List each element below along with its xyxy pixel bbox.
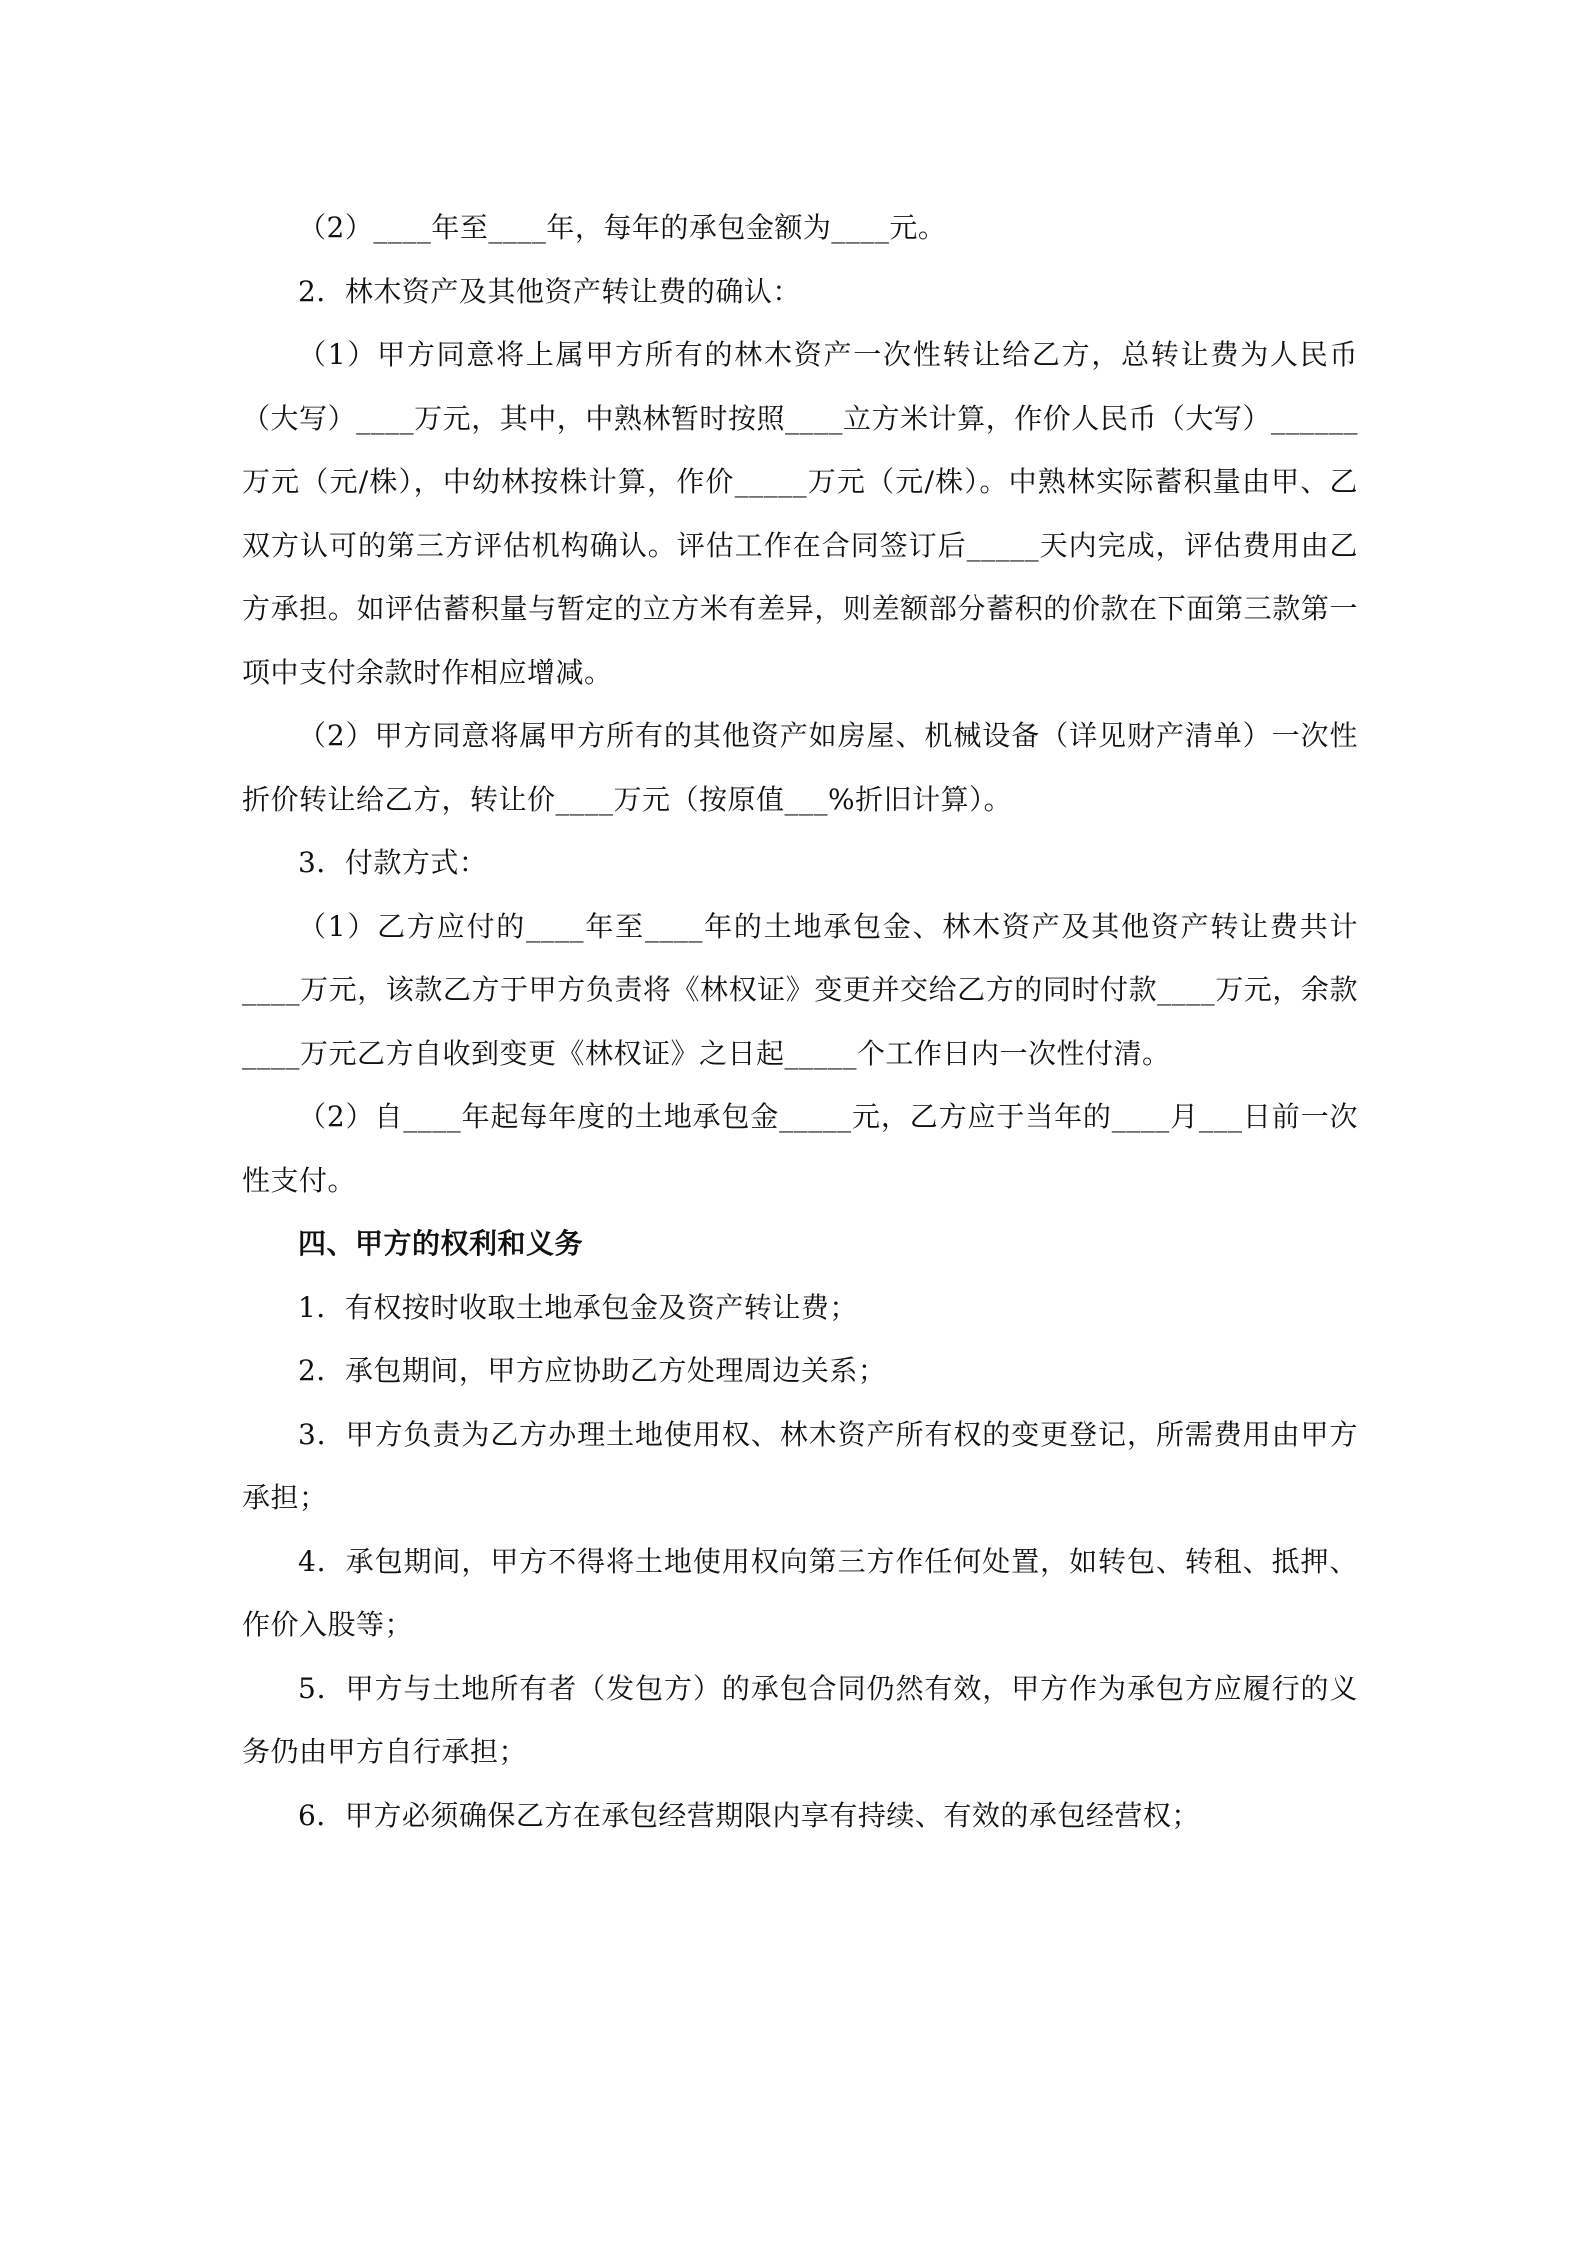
document-body xyxy=(242,196,1358,1847)
section-heading-party-a-rights: 四、甲方的权利和义务 xyxy=(298,1227,584,1260)
paragraph-right-1: 1．有权按时收取土地承包金及资产转让费； xyxy=(298,1290,858,1324)
paragraph-clause-2-2-other-assets: （2）甲方同意将属甲方所有的其他资产如房屋、机械设备（详见财产清单）一次性折价转让给乙方，转让价____万元（按原值___%折旧计算）。 xyxy=(242,719,1358,816)
paragraph-clause-2-1-forest-assets: （1）甲方同意将上属甲方所有的林木资产一次性转让给乙方，总转让费为人民币（大写）____万元，其中，中熟林暂时按照____立方米计算，作价人民币（大写）______万元（元/株），中幼林按株计算，作价_____万元（元/株）。中熟林实际蓄积量由甲、乙双方认可的第三方评估机构确认。评估工作在合同签订后_____天内完成，评估费用由乙方承担。如评估蓄积量与暂定的立方米有差异，则差额部分蓄积的价款在下面第三款第一项中支付余款时作相应增减。 xyxy=(242,338,1358,689)
paragraph-section-3-title: 3．付款方式： xyxy=(298,846,488,879)
paragraph-right-3: 3．甲方负责为乙方办理土地使用权、林木资产所有权的变更登记，所需费用由甲方承担； xyxy=(242,1417,1358,1514)
paragraph-section-2-title: 2．林木资产及其他资产转让费的确认： xyxy=(298,274,801,308)
paragraph-right-2: 2．承包期间，甲方应协助乙方处理周边关系； xyxy=(298,1354,887,1387)
paragraph-right-6: 6．甲方必须确保乙方在承包经营期限内享有持续、有效的承包经营权； xyxy=(298,1798,1200,1832)
paragraph-clause-3-1-payment: （1）乙方应付的____年至____年的土地承包金、林木资产及其他资产转让费共计____万元，该款乙方于甲方负责将《林权证》变更并交给乙方的同时付款____万元，余款____万元乙方自收到变更《林权证》之日起_____个工作日内一次性付清。 xyxy=(242,909,1358,1070)
paragraph-clause-3-2-annual-fee: （2）自____年起每年度的土地承包金_____元，乙方应于当年的____月___日前一次性支付。 xyxy=(242,1100,1358,1197)
paragraph-right-5: 5．甲方与土地所有者（发包方）的承包合同仍然有效，甲方作为承包方应履行的义务仍由甲方自行承担； xyxy=(242,1671,1358,1768)
paragraph-clause-2-2: （2）____年至____年，每年的承包金额为____元。 xyxy=(298,211,947,244)
paragraph-right-4: 4．承包期间，甲方不得将土地使用权向第三方作任何处置，如转包、转租、抵押、作价入股等； xyxy=(242,1544,1358,1641)
